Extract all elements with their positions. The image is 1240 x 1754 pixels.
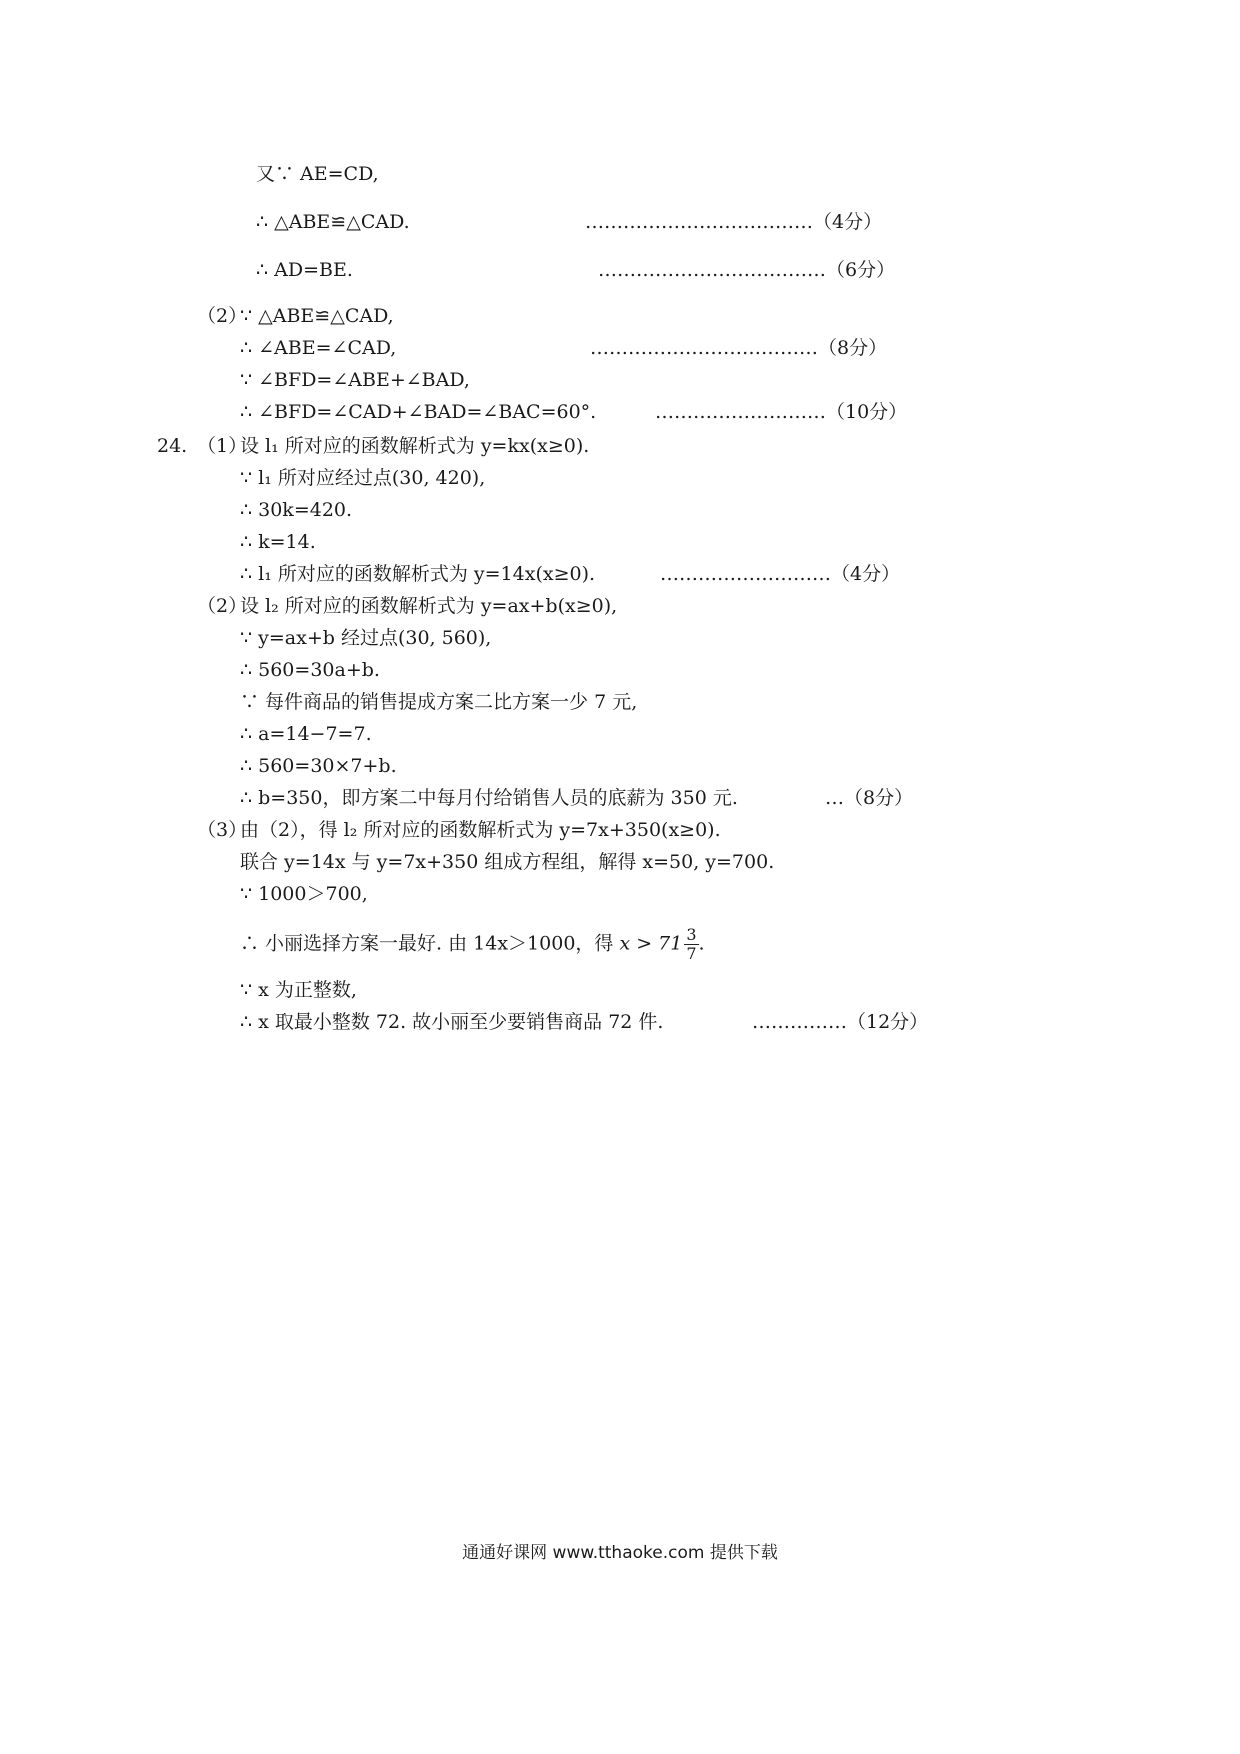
q24-p3-l5: ∵ x 为正整数, [240, 979, 357, 1001]
q24-p1-l3: ∴ 30k=420. [240, 499, 353, 521]
proof1-line2: ∴ △ABE≌△CAD. [256, 211, 410, 233]
proof2-prefix: （2） [197, 305, 248, 327]
fraction [684, 926, 698, 963]
q24-p1-l1: 设 l₁ 所对应的函数解析式为 y=kx(x≥0). [240, 435, 590, 457]
proof1-line3: ∴ AD=BE. [256, 259, 353, 281]
q24-p3-l1: 由（2），得 l₂ 所对应的函数解析式为 y=7x+350(x≥0). [240, 819, 721, 841]
q24-p1-prefix: （1） [197, 435, 248, 457]
proof2-line2: ∴ ∠ABE=∠CAD, [240, 337, 397, 359]
q24-p1-l5: ∴ l₁ 所对应的函数解析式为 y=14x(x≥0). [240, 563, 596, 585]
proof1-line1: 又∵ AE=CD, [256, 163, 379, 185]
fraction-denominator: 7 [686, 944, 697, 963]
q24-p3-l4: ∴ 小丽选择方案一最好. 由 14x＞1000，得 [240, 932, 614, 955]
q24-p2-l5: ∴ a=14−7=7. [240, 723, 372, 745]
q24-p3-l6: ∴ x 取最小整数 72. 故小丽至少要销售商品 72 件. [240, 1011, 664, 1033]
q24-p3-l3: ∵ 1000＞700, [240, 883, 368, 905]
q24-p1-l4: ∴ k=14. [240, 531, 316, 553]
footer-text: 通通好课网 www.tthaoke.com 提供下载 [462, 1543, 778, 1563]
q24-p2-l6: ∴ 560=30×7+b. [240, 755, 397, 777]
q24-p2-l2: ∵ y=ax+b 经过点(30, 560), [240, 627, 492, 649]
proof2-line1: ∵ △ABE≌△CAD, [240, 305, 394, 327]
proof2-line4-score: ………………………（10分） [655, 401, 908, 423]
q24-p2-prefix: （2） [197, 595, 248, 617]
proof2-line2-score: ………………………………（8分） [590, 337, 888, 359]
q24-p1-l5-score: ………………………（4分） [660, 563, 901, 585]
q24-p3-l4-end: . [698, 932, 705, 955]
q24-number: 24. [157, 435, 188, 457]
q24-p3-l4-expr: x > 71 [619, 932, 683, 955]
fraction-numerator: 3 [686, 925, 697, 944]
q24-p2-l1: 设 l₂ 所对应的函数解析式为 y=ax+b(x≥0), [240, 595, 618, 617]
q24-p2-l4: ∵ 每件商品的销售提成方案二比方案一少 7 元, [240, 691, 638, 713]
proof2-line4: ∴ ∠BFD=∠CAD+∠BAD=∠BAC=60°. [240, 401, 597, 423]
q24-p1-l2: ∵ l₁ 所对应经过点(30, 420), [240, 467, 486, 489]
q24-p2-l7-score: …（8分） [825, 787, 914, 809]
proof1-line3-score: ………………………………（6分） [598, 259, 896, 281]
q24-p3-prefix: （3） [197, 819, 248, 841]
q24-p3-l4-line [240, 926, 705, 963]
proof2-line3: ∵ ∠BFD=∠ABE+∠BAD, [240, 369, 470, 391]
q24-p3-l2: 联合 y=14x 与 y=7x+350 组成方程组，解得 x=50, y=700. [240, 851, 775, 873]
q24-p2-l7: ∴ b=350，即方案二中每月付给销售人员的底薪为 350 元. [240, 787, 738, 809]
q24-p3-l6-score: ……………（12分） [752, 1011, 929, 1033]
q24-p2-l3: ∴ 560=30a+b. [240, 659, 380, 681]
proof1-line2-score: ………………………………（4分） [585, 211, 883, 233]
